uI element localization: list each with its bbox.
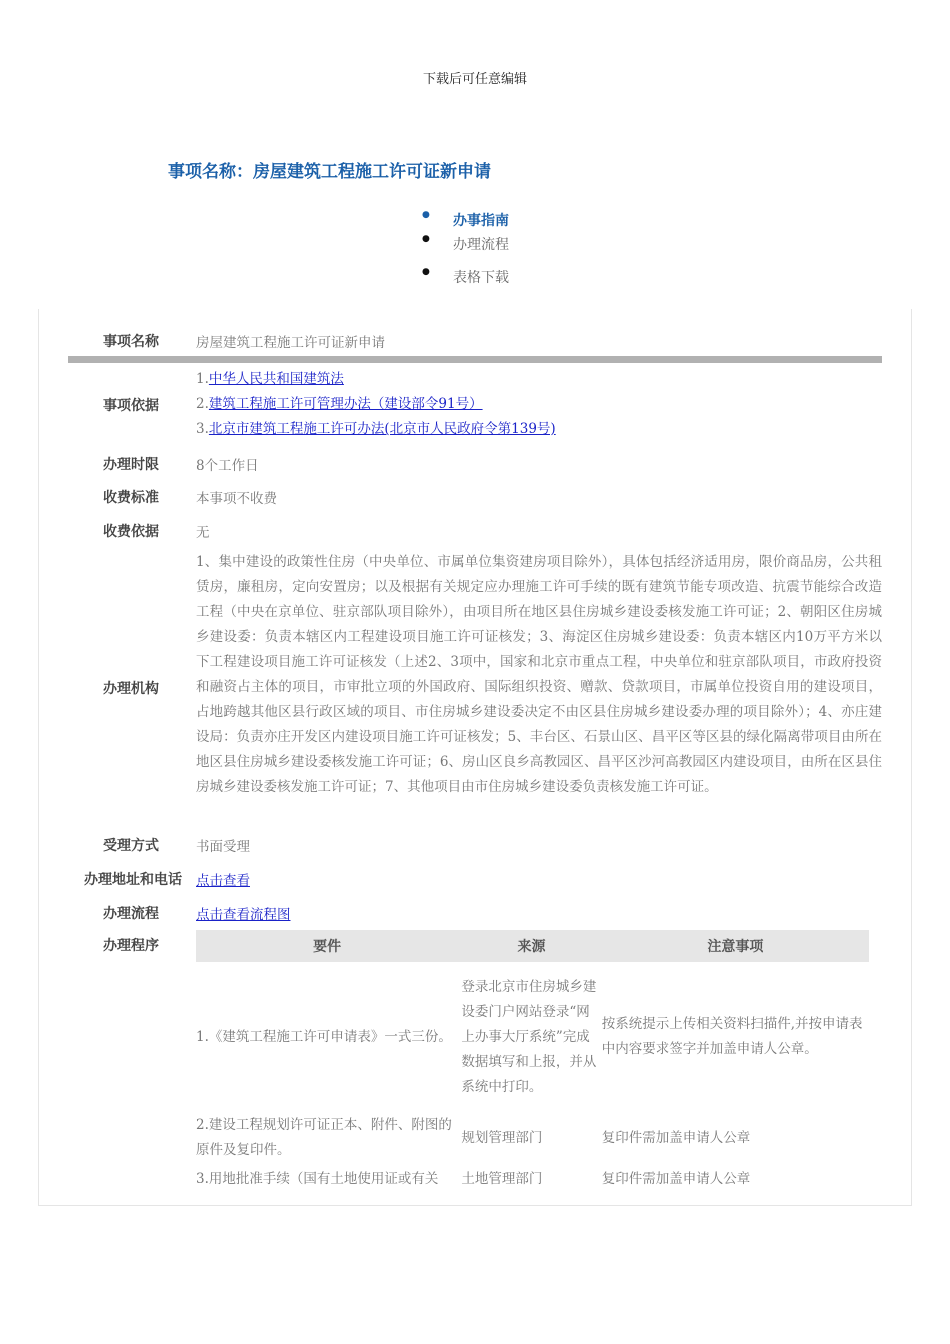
time-limit-value: 8个工作日 [196, 458, 259, 474]
basis-label: 事项依据 [103, 398, 159, 414]
basis-item [196, 367, 556, 392]
address-view-link[interactable]: 点击查看 [196, 873, 250, 889]
table-row [196, 962, 869, 1112]
procedure-label: 办理程序 [103, 938, 159, 954]
cell-document: 1.《建筑工程施工许可申请表》一式三份。 [196, 1028, 452, 1045]
guide-tabs [422, 210, 509, 291]
flow-label: 办理流程 [103, 906, 159, 922]
cell-source: 规划管理部门 [461, 1129, 543, 1146]
cell-source: 土地管理部门 [461, 1170, 543, 1187]
organization-value: 1、集中建设的政策性住房（中央单位、市属单位集资建房项目除外），具体包括经济适用房，限价商品房，公共租赁房，廉租房，定向安置房；以及根据有关规定应办理施工许可手续的既有建筑节能专项改造、抗震节能综合改造工程（中央在京单位、驻京部队项目除外），由项目所在地区县住房城乡建设委核发施工许可证；2、朝阳区住房城乡建设委：负责本辖区内工程建设项目施工许可证核发；3、海淀区住房城乡建设委：负责本辖区内10万平方米以下工程建设项目施工许可证核发（上述2、3项中，国家和北京市重点工程，中央单位和驻京部队项目，市政府投资和融资占主体的项目，市审批立项的外国政府、国际组织投资、赠款、贷款项目，市属单位投资自用的建设项目，占地跨越其他区县行政区域的项目、市住房城乡建设委决定不由区县住房城乡建设委办理的项目除外）；4、亦庄建设局：负责亦庄开发区内建设项目施工许可证核发；5、丰台区、石景山区、昌平区等区县的绿化隔离带项目由所在地区县住房城乡建设委核发施工许可证；6、房山区良乡高教园区、昌平区沙河高教园区内建设项目，由所在区县住房城乡建设委核发施工许可证；7、其他项目由市住房城乡建设委负责核发施工许可证。 [196, 554, 882, 795]
fee-basis-value: 无 [196, 525, 210, 541]
basis-list [196, 367, 556, 442]
tab-guide[interactable]: ● 办事指南 [422, 210, 509, 234]
divider-bar [68, 356, 882, 363]
fee-basis-label: 收费依据 [103, 524, 159, 540]
time-limit-label: 办理时限 [103, 457, 159, 473]
accept-method-label: 受理方式 [103, 838, 159, 854]
cell-notes: 复印件需加盖申请人公章 [601, 1170, 751, 1187]
basis-num: 3. [196, 421, 209, 437]
col-header-source: 来源 [461, 930, 601, 962]
table-row [196, 1112, 869, 1164]
organization-label: 办理机构 [103, 681, 159, 697]
accept-method-value: 书面受理 [196, 839, 250, 855]
download-note: 下载后可任意编辑 [422, 72, 527, 87]
fee-label: 收费标准 [103, 490, 159, 506]
basis-item [196, 417, 556, 442]
info-panel [38, 309, 912, 1206]
table-row [196, 1164, 869, 1194]
cell-document: 2.建设工程规划许可证正本、附件、附图的原件及复印件。 [196, 1117, 452, 1158]
procedure-table [196, 930, 869, 1194]
address-label: 办理地址和电话 [84, 872, 182, 888]
page-title: 事项名称：房屋建筑工程施工许可证新申请 [168, 162, 491, 182]
item-name-label: 事项名称 [103, 334, 159, 350]
basis-num: 1. [196, 371, 209, 387]
col-header-document: 要件 [196, 930, 461, 962]
fee-value: 本事项不收费 [196, 491, 277, 507]
basis-link-permit-measures[interactable]: 建筑工程施工许可管理办法（建设部令91号） [208, 396, 483, 412]
flow-chart-link[interactable]: 点击查看流程图 [196, 907, 291, 923]
cell-document: 3.用地批准手续（国有土地使用证或有关 [196, 1170, 439, 1187]
basis-num: 2. [196, 396, 209, 412]
item-name-value: 房屋建筑工程施工许可证新申请 [196, 335, 385, 351]
tab-process[interactable]: ● 办理流程 [422, 234, 509, 267]
basis-item [196, 392, 556, 417]
tab-form-download[interactable]: ● 表格下载 [422, 267, 509, 291]
col-header-notes: 注意事项 [602, 930, 869, 962]
cell-source: 登录北京市住房城乡建设委门户网站登录“网上办事大厅系统”完成数据填写和上报，并从系统中打印。 [461, 978, 597, 1095]
basis-link-beijing-measures[interactable]: 北京市建筑工程施工许可办法(北京市人民政府令第139号) [208, 421, 556, 437]
basis-link-construction-law[interactable]: 中华人民共和国建筑法 [208, 371, 344, 387]
cell-notes: 复印件需加盖申请人公章 [601, 1129, 751, 1146]
table-header-row [196, 930, 869, 962]
cell-notes: 按系统提示上传相关资料扫描件,并按申请表中内容要求签字并加盖申请人公章。 [601, 1016, 863, 1057]
